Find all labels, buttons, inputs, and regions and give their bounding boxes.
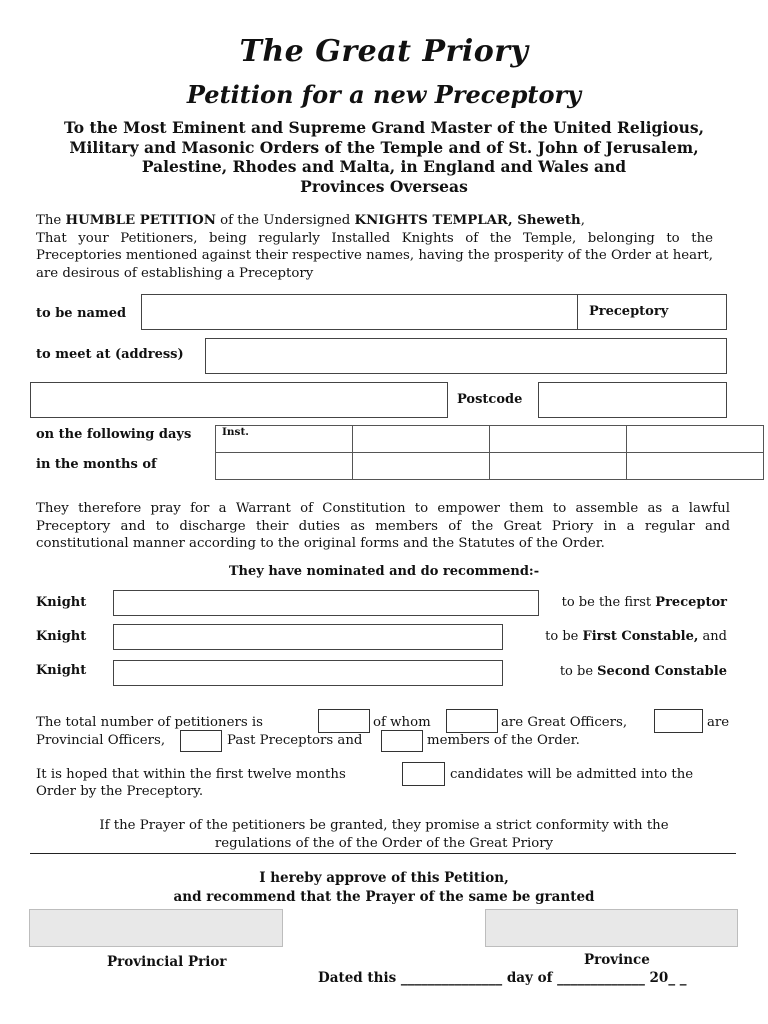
provincial-officers-box[interactable] [654, 709, 703, 733]
postcode-field[interactable] [538, 382, 727, 418]
months-label: in the months of [36, 457, 157, 472]
address-line2-field[interactable] [30, 382, 448, 418]
hoped-b: candidates will be admitted into the [450, 767, 694, 782]
inst-cell[interactable] [216, 426, 353, 453]
members-box[interactable] [381, 730, 423, 752]
total-petitioners-box[interactable] [318, 709, 370, 733]
first-constable-field[interactable] [113, 624, 503, 650]
postcode-label: Postcode [457, 392, 523, 407]
prayer-line: regulations of the of the Order of the Great Priory [214, 835, 554, 851]
province-label: Province [584, 952, 650, 968]
divider [30, 853, 736, 854]
intro-undersigned: of the Undersigned [215, 213, 355, 228]
role-name: Second Constable [597, 664, 727, 679]
totals-a: The total number of petitioners is [36, 715, 263, 730]
following-days-label: on the following days [36, 427, 192, 442]
to-be-named-label: to be named [36, 306, 127, 321]
role-suffix: and [698, 629, 727, 644]
intro-paragraph [36, 212, 713, 282]
inst-label: Inst. [222, 426, 249, 438]
warrant-paragraph: They therefore pray for a Warrant of Constitution to empower them to assemble as a lawful Preceptory and to discharge their duties as members of the Great Priory in a regular and constitutional manner according to the original forms and the Statutes of the Order. [36, 501, 730, 551]
address-line: Military and Masonic Orders of the Temple and of St. John of Jerusalem, [69, 137, 699, 157]
intro-the: The [36, 213, 66, 228]
provincial-prior-signature-field[interactable] [29, 909, 283, 947]
address-line: To the Most Eminent and Supreme Grand Master of the United Religious, [63, 118, 704, 137]
address-line: Palestine, Rhodes and Malta, in England and Wales and [141, 157, 627, 176]
preceptory-suffix-box [577, 294, 727, 330]
intro-comma: , [580, 213, 585, 228]
candidates-box[interactable] [402, 762, 445, 786]
address-line: Provinces Overseas [300, 176, 468, 196]
role-name: Preceptor [655, 595, 727, 610]
totals-f: Past Preceptors and [227, 733, 363, 748]
page-subtitle: Petition for a new Preceptory [186, 80, 582, 109]
second-constable-role [560, 664, 727, 679]
past-preceptors-box[interactable] [180, 730, 222, 752]
address-heading [20, 118, 748, 196]
nominated-heading: They have nominated and do recommend:- [228, 564, 540, 579]
hoped-a: It is hoped that within the first twelve months [36, 767, 346, 782]
day-cell[interactable] [627, 426, 764, 453]
meeting-schedule-table [215, 425, 764, 480]
role-prefix: to be [545, 629, 583, 644]
preceptory-name-field[interactable] [141, 294, 578, 330]
humble-petition-text: HUMBLE PETITION [65, 213, 216, 228]
prayer-line: If the Prayer of the petitioners be granted, they promise a strict conformity with the [99, 818, 669, 833]
preceptor-role [562, 595, 727, 610]
page-title: The Great Priory [239, 34, 529, 69]
role-name: First Constable, [582, 629, 699, 644]
totals-g: members of the Order. [427, 733, 580, 748]
knight-label: Knight [36, 595, 87, 610]
dated-line[interactable]: Dated this _______________ day of _____________ 20_ _ [318, 970, 687, 986]
meet-at-label: to meet at (address) [36, 347, 184, 362]
approval-text [0, 869, 768, 907]
month-cell[interactable] [490, 453, 627, 480]
preceptor-knight-field[interactable] [113, 590, 539, 616]
province-field[interactable] [485, 909, 738, 947]
second-constable-field[interactable] [113, 660, 503, 686]
hoped-c: Order by the Preceptory. [36, 784, 204, 799]
knights-templar-text: KNIGHTS TEMPLAR, Sheweth [354, 213, 581, 228]
preceptory-label: Preceptory [589, 304, 669, 319]
totals-c: are Great Officers, [501, 715, 628, 730]
provincial-prior-label: Provincial Prior [107, 954, 227, 970]
role-prefix: to be [559, 664, 598, 679]
address-field[interactable] [205, 338, 727, 374]
first-constable-role [545, 629, 727, 644]
intro-body: That your Petitioners, being regularly Installed Knights of the Temple, belonging to the Preceptories mentioned against their respective names, having the prosperity of the Order at heart, are desirous of establishing a Preceptory [36, 230, 713, 281]
prayer-text [0, 817, 768, 852]
role-prefix: to be the first [561, 595, 656, 610]
day-cell[interactable] [490, 426, 627, 453]
approval-line: I hereby approve of this Petition, [259, 870, 509, 886]
day-cell[interactable] [353, 426, 490, 453]
knight-label: Knight [36, 629, 87, 644]
totals-d: are [707, 715, 730, 730]
month-cell[interactable] [216, 453, 353, 480]
great-officers-box[interactable] [446, 709, 498, 733]
knight-label: Knight [36, 663, 87, 678]
approval-line: and recommend that the Prayer of the same be granted [173, 889, 595, 905]
totals-b: of whom [373, 715, 431, 730]
month-cell[interactable] [627, 453, 764, 480]
totals-e: Provincial Officers, [36, 733, 166, 748]
month-cell[interactable] [353, 453, 490, 480]
